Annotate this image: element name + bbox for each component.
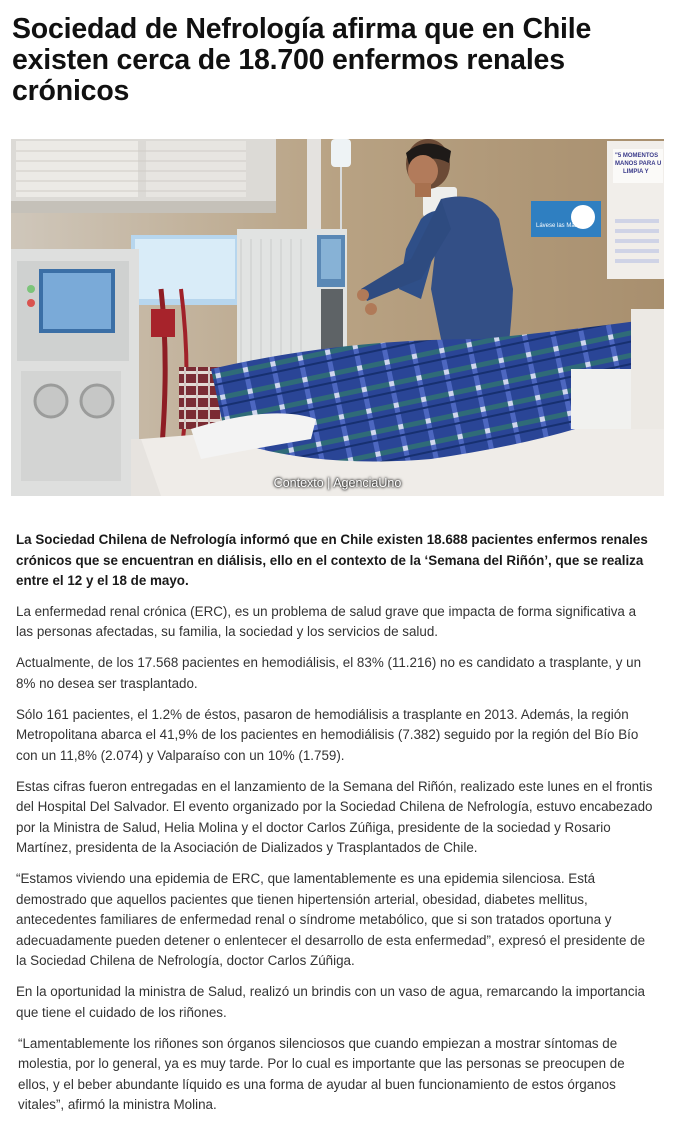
article-photo — [11, 139, 664, 496]
paragraph-quote-molina: “Lamentablemente los riñones son órganos silenciosos que cuando empiezan a mostrar síntomas de molestia, por lo general, ya es muy tarde. Por lo cual es importante que las personas se preocupen de ellos, y el beber abundante líquido es una forma de ayudar al buen funcionamiento de estos órganos vitales”, afirmó la ministra Molina. — [18, 1035, 625, 1112]
paragraph-trasplante: Sólo 161 pacientes, el 1.2% de éstos, pasaron de hemodiálisis a trasplante en 2013. Además, la región Metropolitana abarca el 41,9% de los pacientes en hemodiálisis (7.382) seguido por la región del Bío Bío con un 11,8% (2.074) y Valparaíso con un 10% (1.759). — [16, 706, 639, 763]
paragraph-erc: La enfermedad renal crónica (ERC), es un problema de salud grave que impacta de forma significativa a las personas afectadas, su familia, la sociedad y los servicios de salud. — [16, 603, 637, 639]
paragraph-brindis: En la oportunidad la ministra de Salud, realizó un brindis con un vaso de agua, remarcando la importancia que tiene el cuidado de los riñones. — [16, 984, 645, 1020]
handwash-sign-text: Lávese las Manos — [536, 223, 585, 229]
paragraph-lanzamiento: Estas cifras fueron entregadas en el lanzamiento de la Semana del Riñón, realizado este lunes en el frontis del Hospital Del Salvador. El evento organizado por la Sociedad Chilena de Nefrología, estuvo encabezado por la Ministra de Salud, Helia Molina y el doctor Carlos Zúñiga, presidente de la sociedad y Rosario Martínez, presidenta de la Asociación de Dializados y Trasplantados de Chile. — [16, 778, 653, 855]
poster-line-3: LIMPIA Y — [623, 169, 649, 175]
paragraph-hemodialisis: Actualmente, de los 17.568 pacientes en hemodiálisis, el 83% (11.216) no es candidato a trasplante, y un 8% no desea ser trasplantado. — [16, 655, 642, 691]
dialysis-room-illustration — [11, 139, 664, 496]
poster-line-2: MANOS PARA U — [615, 161, 662, 167]
poster-line-1: "5 MOMENTOS — [615, 153, 659, 159]
article-lead: La Sociedad Chilena de Nefrología informó que en Chile existen 18.688 pacientes enfermos renales crónicos que se encuentran en diálisis, ello en el contexto de la ‘Semana del Riñón’, que se realiza entre el 12 y el 18 de mayo. — [16, 532, 648, 588]
article-headline: Sociedad de Nefrología afirma que en Chile existen cerca de 18.700 enfermos renales crónicos — [12, 13, 592, 107]
article-body — [16, 530, 656, 1126]
photo-caption: Contexto | AgenciaUno — [273, 476, 402, 490]
paragraph-quote-zuniga: “Estamos viviendo una epidemia de ERC, que lamentablemente es una epidemia silenciosa. Está demostrado que aquellos pacientes que tienen hipertensión arterial, obesidad, diabetes mellitus, antecedentes familiares de enfermedad renal o síndrome metabólico, que si son tratados oportuna y adecuadamente pueden detener o enlentecer el desarrollo de esta enfermedad”, expresó el presidente de la Sociedad Chilena de Nefrología, doctor Carlos Zúñiga. — [16, 871, 646, 968]
